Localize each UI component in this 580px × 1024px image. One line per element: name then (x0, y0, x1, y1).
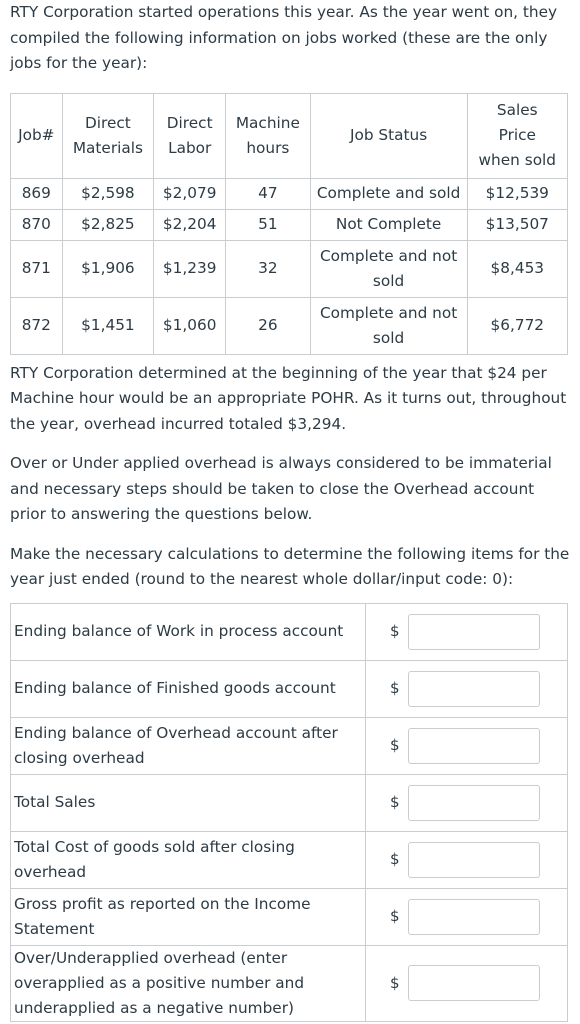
header-machine-hours: Machine hours (226, 93, 310, 178)
currency-symbol: $ (390, 679, 400, 697)
cell-job-status: Complete and sold (310, 178, 467, 209)
answer-row-gross-profit (11, 888, 568, 945)
currency-symbol: $ (390, 973, 400, 992)
cell-direct-materials: $1,906 (62, 240, 154, 297)
intro-text: RTY Corporation started operations this year. As the year went on, they compiled the following information on jobs worked (these are the only jobs for the year): (10, 3, 558, 72)
cogs-input[interactable] (408, 842, 540, 878)
cell-job-status: Complete and not sold (310, 297, 467, 354)
answer-row-over-under-applied (11, 945, 568, 1021)
cell-sales-price: $12,539 (467, 178, 567, 209)
currency-symbol: $ (390, 793, 400, 811)
cell-job: 870 (11, 209, 63, 240)
answer-row-total-sales (11, 774, 568, 831)
cell-direct-labor: $2,079 (154, 178, 226, 209)
wip-balance-input[interactable] (408, 614, 540, 650)
cell-direct-labor: $1,239 (154, 240, 226, 297)
pohr-paragraph: RTY Corporation determined at the beginning of the year that $24 per Machine hour would be an appropriate POHR. As it turns out, throughout the year, overhead incurred totaled $3,294. (10, 363, 567, 433)
cell-direct-materials: $2,598 (62, 178, 154, 209)
currency-symbol: $ (390, 850, 400, 868)
table-row (11, 297, 568, 354)
answer-label: Ending balance of Overhead account after closing overhead (11, 717, 366, 774)
answer-row-wip (11, 603, 568, 660)
finished-goods-input[interactable] (408, 671, 540, 707)
answer-row-overhead-balance (11, 717, 568, 774)
cell-job: 872 (11, 297, 63, 354)
answer-label: Ending balance of Work in process account (11, 603, 366, 660)
currency-symbol: $ (390, 907, 400, 925)
cell-job: 869 (11, 178, 63, 209)
cell-sales-price: $8,453 (467, 240, 567, 297)
answer-row-cogs (11, 831, 568, 888)
table-row (11, 240, 568, 297)
cell-job-status: Complete and not sold (310, 240, 467, 297)
header-sales-price: Sales Price when sold (467, 93, 567, 178)
answer-label: Total Cost of goods sold after closing overhead (11, 831, 366, 888)
answer-label: Gross profit as reported on the Income Statement (11, 888, 366, 945)
currency-symbol: $ (390, 736, 400, 754)
answer-label: Total Sales (11, 774, 366, 831)
header-job-status: Job Status (310, 93, 467, 178)
instructions-paragraph: Make the necessary calculations to determine the following items for the year just ended (round to the nearest whole dollar/input code: 0): (10, 544, 570, 588)
header-job: Job# (11, 93, 63, 178)
answer-label: Ending balance of Finished goods account (11, 660, 366, 717)
jobs-table (10, 93, 568, 355)
cell-sales-price: $6,772 (467, 297, 567, 354)
cell-job-status: Not Complete (310, 209, 467, 240)
table-row (11, 178, 568, 209)
cell-machine-hours: 32 (226, 240, 310, 297)
cell-machine-hours: 26 (226, 297, 310, 354)
cell-direct-materials: $1,451 (62, 297, 154, 354)
cell-direct-materials: $2,825 (62, 209, 154, 240)
over-under-applied-input[interactable] (408, 965, 540, 1001)
overhead-balance-input[interactable] (408, 728, 540, 764)
cell-direct-labor: $2,204 (154, 209, 226, 240)
jobs-table-header (11, 93, 568, 178)
answers-table (10, 603, 568, 1022)
cell-machine-hours: 51 (226, 209, 310, 240)
header-direct-materials: Direct Materials (62, 93, 154, 178)
cell-machine-hours: 47 (226, 178, 310, 209)
answer-row-finished-goods (11, 660, 568, 717)
overhead-paragraph: Over or Under applied overhead is always considered to be immaterial and necessary steps should be taken to close the Overhead account prior to answering the questions below. (10, 454, 552, 523)
cell-job: 871 (11, 240, 63, 297)
answer-label: Over/Underapplied overhead (enter overapplied as a positive number and underapplied as a negative number) (11, 945, 366, 1021)
table-row (11, 209, 568, 240)
cell-direct-labor: $1,060 (154, 297, 226, 354)
header-direct-labor: Direct Labor (154, 93, 226, 178)
gross-profit-input[interactable] (408, 899, 540, 935)
currency-symbol: $ (390, 622, 400, 640)
total-sales-input[interactable] (408, 785, 540, 821)
cell-sales-price: $13,507 (467, 209, 567, 240)
